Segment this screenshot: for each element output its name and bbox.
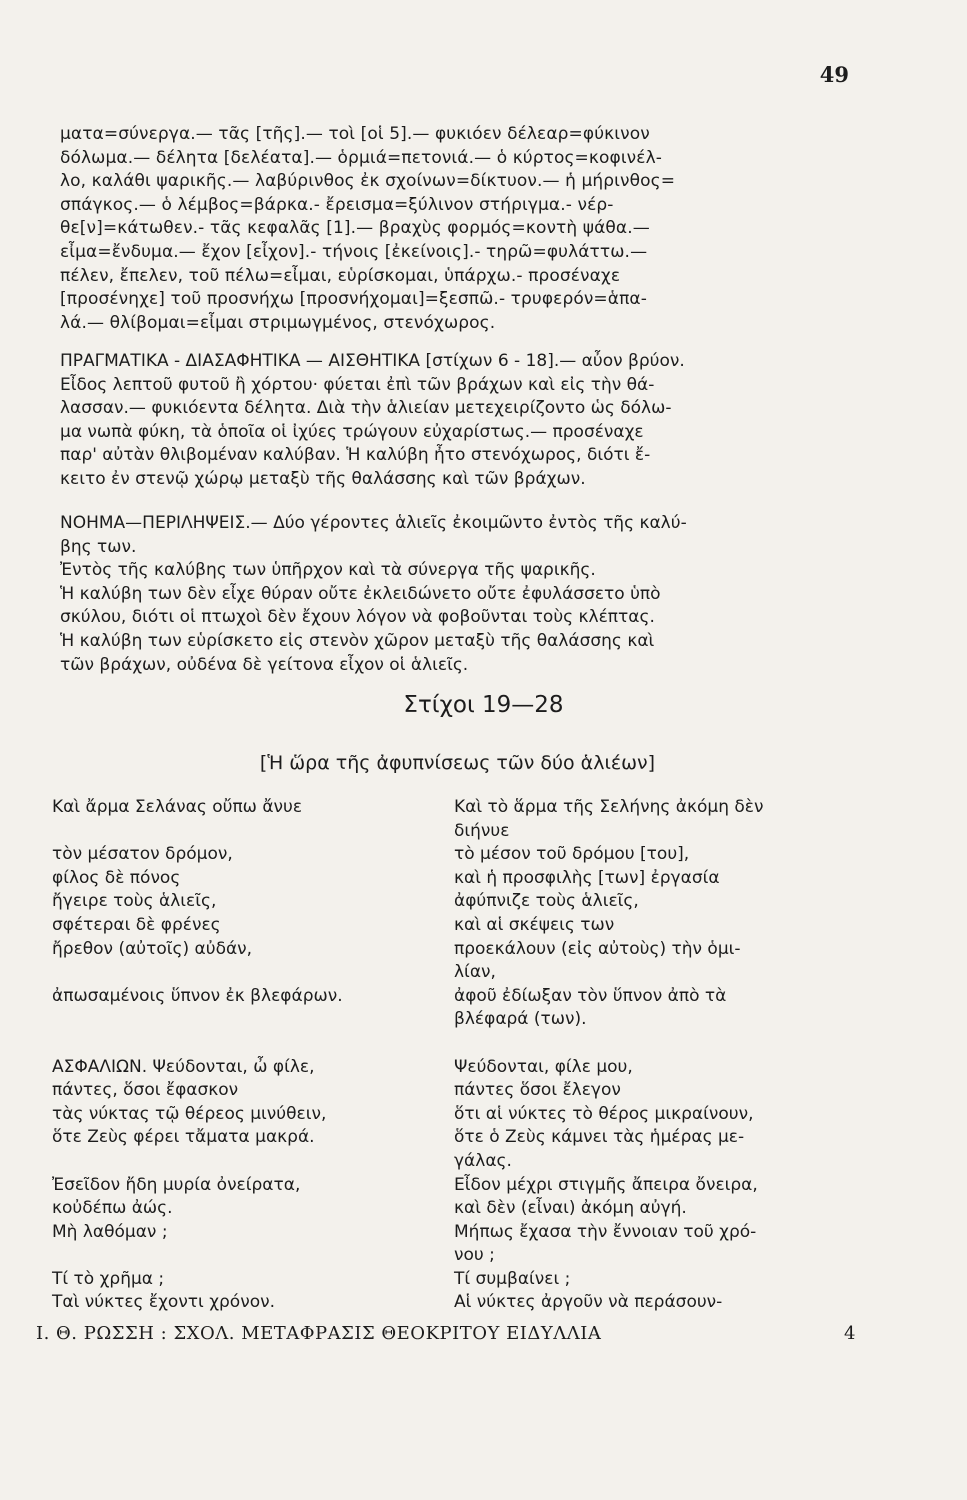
verse-line: βλέφαρά (των). <box>454 1009 587 1030</box>
verses-subtitle: [Ἡ ὥρα τῆς ἀφυπνίσεως τῶν δύο ἁλιέων] <box>259 752 656 774</box>
verse-line <box>52 1150 432 1174</box>
verse-line: Καὶ τὸ ἅρμα τῆς Σελήνης ἀκόμη δὲν <box>454 797 764 817</box>
verse-line: τὰς νύκτας τῷ θέρεος μινύθειν, <box>52 1103 327 1124</box>
verse-line: κοὐδέπω ἀώς. <box>52 1198 173 1219</box>
verse-line: καὶ αἱ σκέψεις των <box>454 914 615 935</box>
verse-line: διήνυε <box>454 820 510 841</box>
section-line: τῶν βράχων, οὐδένα δὲ γείτονα εἶχον οἱ ἁλιεῖς. <box>60 654 469 675</box>
verse-line: Ψεύδονται, φίλε μου, <box>454 1056 633 1077</box>
section-line: ΝΟΗΜΑ—ΠΕΡΙΛΗΨΕΙΣ.— Δύο γέροντες ἁλιεῖς ἐκοιμῶντο ἐντὸς τῆς καλύ- <box>60 513 687 533</box>
verse-line: ἀφύπνιζε τοὺς ἁλιεῖς, <box>454 891 639 912</box>
page-number: 49 <box>819 62 849 87</box>
verse-line: Τί συμβαίνει ; <box>454 1268 571 1289</box>
verse-line: Ταὶ νύκτες ἔχοντι χρόνον. <box>52 1292 276 1313</box>
glossary-line: σπάγκος.— ὁ λέμβος=βάρκα.- ἔρεισμα=ξύλινον στήριγμα.- νέρ- <box>60 194 614 215</box>
section-line: σκύλου, διότι οἱ πτωχοὶ δὲν ἔχουν λόγον νὰ φοβοῦνται τοὺς κλέπτας. <box>60 607 655 628</box>
verse-line: καὶ ἡ προσφιλὴς [των] ἐργασία <box>454 867 720 888</box>
glossary-line: θε[ν]=κάτωθεν.- τᾶς κεφαλᾶς [1].— βραχὺς φορμός=κοντὴ ψάθα.— <box>60 218 650 239</box>
verse-line: νου ; <box>454 1245 495 1266</box>
verse-line: τὸν μέσατον δρόμον, <box>52 844 233 865</box>
verse-line: λίαν, <box>454 962 496 983</box>
page-footer <box>36 1323 856 1344</box>
section-line: μα νωπὰ φύκη, τὰ ὁποῖα οἱ ἰχύες τρώγουν εὐχαρίστως.— προσέναχε <box>60 421 644 442</box>
verse-line: Μήπως ἔχασα τὴν ἔννοιαν τοῦ χρό- <box>454 1221 757 1242</box>
section-line: Ἐντὸς τῆς καλύβης των ὑπῆρχον καὶ τὰ σύνεργα τῆς ψαρικῆς. <box>60 560 596 581</box>
verse-line <box>52 1244 432 1268</box>
verse-line: πάντες, ὅσοι ἔφασκον <box>52 1080 239 1101</box>
verse-line: Εἶδον μέχρι στιγμῆς ἄπειρα ὄνειρα, <box>454 1174 758 1195</box>
glossary-line: εἶμα=ἔνδυμα.— ἔχον [εἶχον].- τήνοις [ἐκείνοις].- τηρῶ=φυλάττω.— <box>60 241 648 262</box>
verse-line: προεκάλουν (εἰς αὐτοὺς) τὴν ὁμι- <box>454 938 741 959</box>
footer-text: Ι. Θ. ΡΩΣΣΗ : ΣΧΟΛ. ΜΕΤΑΦΡΑΣΙΣ ΘΕΟΚΡΙΤΟΥ ΕΙΔΥΛΛΙΑ <box>36 1323 602 1344</box>
section-line: Ἡ καλύβη των εὑρίσκετο εἰς στενὸν χῶρον μεταξὺ τῆς θαλάσσης καὶ <box>60 630 655 651</box>
verse-line: πάντες ὅσοι ἔλεγον <box>454 1080 621 1101</box>
verse-line: καὶ δὲν (εἶναι) ἀκόμη αὐγή. <box>454 1198 687 1219</box>
verse-line: ὅτε Ζεὺς φέρει τἄματα μακρά. <box>52 1127 315 1148</box>
section-line: Ἡ καλύβη των δὲν εἶχε θύραν οὔτε ἐκλειδώνετο οὔτε ἐφυλάσσετο ὑπὸ <box>60 583 661 604</box>
section-line: ΠΡΑΓΜΑΤΙΚΑ - ΔΙΑΣΑΦΗΤΙΚΑ — ΑΙΣΘΗΤΙΚΑ [στίχων 6 - 18].— αὖον βρύον. <box>60 351 685 371</box>
verses-title: Στίχοι 19—28 <box>403 692 564 718</box>
verse-line: γάλας. <box>454 1150 512 1171</box>
verse-line: σφέτεραι δὲ φρένες <box>52 914 221 935</box>
verse-line: ἀφοῦ ἐδίωξαν τὸν ὕπνον ἀπὸ τὰ <box>454 985 727 1006</box>
footer-sheet-number: 4 <box>844 1323 856 1344</box>
verse-line: ΑΣΦΑΛΙΩΝ. Ψεύδονται, ὦ φίλε, <box>52 1056 315 1077</box>
section-line: βης των. <box>60 536 137 557</box>
verse-line: Αἱ νύκτες ἀργοῦν νὰ περάσουν- <box>454 1292 723 1313</box>
verse-line <box>52 820 432 844</box>
pragmatika-section <box>60 350 855 492</box>
verse-line: Καὶ ἄρμα Σελάνας οὔπω ἄνυε <box>52 797 303 817</box>
verse-line: τὸ μέσον τοῦ δρόμου [του], <box>454 844 690 865</box>
section-line: λασσαν.— φυκιόεντα δέλητα. Διὰ τὴν ἁλιείαν μετεχειρίζοντο ὡς δόλω- <box>60 398 672 419</box>
verse-line: Τί τὸ χρῆμα ; <box>52 1268 165 1289</box>
original-text-column <box>52 796 432 1315</box>
verse-line <box>52 1032 432 1056</box>
section-line: κειτο ἐν στενῷ χώρῳ μεταξὺ τῆς θαλάσσης καὶ τῶν βράχων. <box>60 468 586 489</box>
verse-line: φίλος δὲ πόνος <box>52 867 181 888</box>
glossary-line: δόλωμα.— δέλητα [δελέατα].— ὁρμιά=πετονιά.— ὁ κύρτος=κοφινέλ- <box>60 147 662 168</box>
glossary-line: πέλεν, ἔπελεν, τοῦ πέλω=εἶμαι, εὑρίσκομαι, ὑπάρχω.- προσέναχε <box>60 265 621 286</box>
section-line: Εἶδος λεπτοῦ φυτοῦ ἢ χόρτου· φύεται ἐπὶ τῶν βράχων καὶ εἰς τὴν θά- <box>60 374 655 395</box>
glossary-line: [προσένηχε] τοῦ προσνήχω [προσνήχομαι]=ξεσπῶ.- τρυφερόν=ἁπα- <box>60 289 647 310</box>
verse-line <box>52 1008 432 1032</box>
glossary-line: λο, καλάθι ψαρικῆς.— λαβύρινθος ἐκ σχοίνων=δίκτυον.— ἡ μήρινθος= <box>60 171 676 192</box>
glossary-line: λά.— θλίβομαι=εἶμαι στριμωγμένος, στενόχωρος. <box>60 312 496 333</box>
noima-section <box>60 512 855 677</box>
verse-line: Ἐσεῖδον ἤδη μυρία ὀνείρατα, <box>52 1174 301 1195</box>
verse-line: Μὴ λαθόμαν ; <box>52 1221 168 1242</box>
verse-line <box>454 1032 864 1056</box>
verse-line <box>52 961 432 985</box>
translation-column <box>454 796 864 1315</box>
verse-line: ἤγειρε τοὺς ἁλιεῖς, <box>52 891 217 912</box>
verse-line: ἀπωσαμένοις ὕπνον ἐκ βλεφάρων. <box>52 985 343 1006</box>
section-line: παρ' αὐτὰν θλιβομέναν καλύβαν. Ἡ καλύβη ἦτο στενόχωρος, διότι ἔ- <box>60 445 651 466</box>
verse-line: ὅτε ὁ Ζεὺς κάμνει τὰς ἡμέρας με- <box>454 1127 745 1148</box>
verse-line: ἤρεθον (αὐτοῖς) αὐδάν, <box>52 938 253 959</box>
verse-line: ὅτι αἱ νύκτες τὸ θέρος μικραίνουν, <box>454 1103 754 1124</box>
glossary-block <box>60 123 855 335</box>
glossary-line: ματα=σύνεργα.— τᾶς [τῆς].— τοὶ [οἱ 5].— φυκιόεν δέλεαρ=φύκινον <box>60 124 650 144</box>
